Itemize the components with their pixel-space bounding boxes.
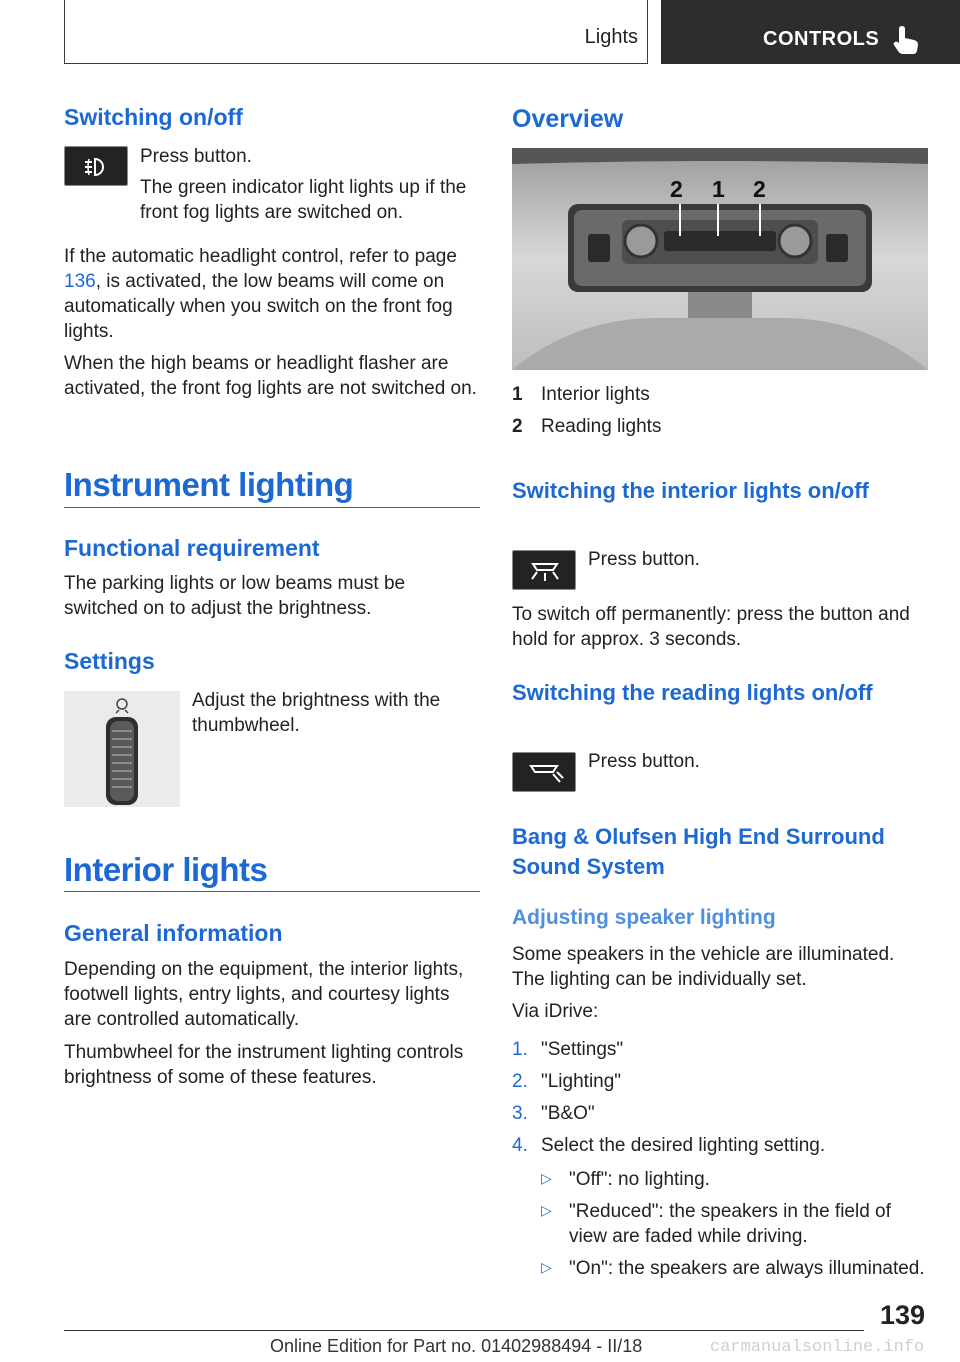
callout-label: 2 [670,176,683,202]
reading-light-button-icon [512,752,576,792]
page-number: 139 [880,1300,926,1330]
interior-press-text: Press button. [588,549,700,570]
triangle-bullet-icon: ▷ [541,1170,552,1186]
option-text: "Off": no lighting. [569,1169,710,1190]
step-text: "Lighting" [541,1071,622,1092]
page-reference-link[interactable]: 136 [64,271,96,292]
callout-label: 2 [753,176,766,202]
auto-text-post: , is activated, the low beams will come on automatically when you switch on the front fog lights. [64,271,453,342]
legend-number: 2 [512,416,523,437]
speaker-lighting-text: Some speakers in the vehicle are illuminated. The lighting can be individually set. [512,944,895,990]
section-rule [64,507,480,508]
general-information-title: General information [64,920,283,946]
functional-requirement-title: Functional requirement [64,535,320,561]
legend-text: Interior lights [541,384,650,405]
switching-indicator-text [64,175,480,225]
via-idrive-text: Via iDrive: [512,1001,599,1022]
interior-switch-title: Switching the interior lights on/off [512,478,869,503]
footer-edition: Online Edition for Part no. 01402988494 - II/18 [270,1336,643,1356]
header-frame [64,0,648,64]
interior-switch-text: To switch off permanently: press the button and hold for approx. 3 seconds. [512,604,910,650]
settings-text: Adjust the brightness with the thumbwheel. [192,690,441,736]
header-section: Lights [584,26,638,48]
switching-highbeam-text: When the high beams or headlight flasher are activated, the front fog lights are not switched on. [64,353,477,399]
section-rule [64,891,480,892]
interior-light-button-icon [512,550,576,590]
watermark: carmanualsonline.info [710,1338,925,1357]
triangle-bullet-icon: ▷ [541,1202,552,1218]
option-text: "On": the speakers are always illuminated. [569,1258,925,1279]
step-text: "Settings" [541,1039,624,1060]
triangle-bullet-icon: ▷ [541,1259,552,1275]
reading-press-text: Press button. [588,751,700,772]
settings-title: Settings [64,648,155,674]
auto-text-pre: If the automatic headlight control, refer to page [64,246,457,267]
option-text: "Reduced": the speakers in the field of view are faded while driving. [569,1201,891,1247]
speaker-lighting-title: Adjusting speaker lighting [512,906,776,929]
callout-label: 1 [712,176,725,202]
general-information-text: Depending on the equipment, the interior lights, footwell lights, entry lights, and courtesy lights are controlled automatically. [64,959,464,1030]
legend-text: Reading lights [541,416,662,437]
bo-title: Bang & Olufsen High End Surround Sound System [512,824,885,879]
reading-switch-title: Switching the reading lights on/off [512,680,873,705]
legend-number: 1 [512,384,523,405]
functional-requirement-text: The parking lights or low beams must be switched on to adjust the brightness. [64,573,406,619]
pointing-hand-icon [893,24,921,54]
interior-lights-title: Interior lights [64,851,268,888]
header-chapter: CONTROLS [763,28,880,50]
indicator-line: The green indicator light lights up if the front fog lights are switched on. [140,177,467,223]
step-number: 3. [512,1103,528,1124]
step-text: "B&O" [541,1103,595,1124]
overview-title: Overview [512,105,624,133]
step-text: Select the desired lighting setting. [541,1135,826,1156]
switching-auto-text [64,244,480,344]
switching-press-text: Press button. [140,146,252,167]
thumbwheel-text: Thumbwheel for the instrument lighting controls brightness of some of these features. [64,1042,464,1088]
step-number: 4. [512,1135,528,1156]
thumbwheel-image [64,691,180,807]
footer-rule [64,1330,864,1331]
switching-title: Switching on/off [64,104,243,130]
step-number: 2. [512,1071,528,1092]
step-number: 1. [512,1039,528,1060]
header-chapter-tab [661,0,960,64]
instrument-lighting-title: Instrument lighting [64,466,354,503]
